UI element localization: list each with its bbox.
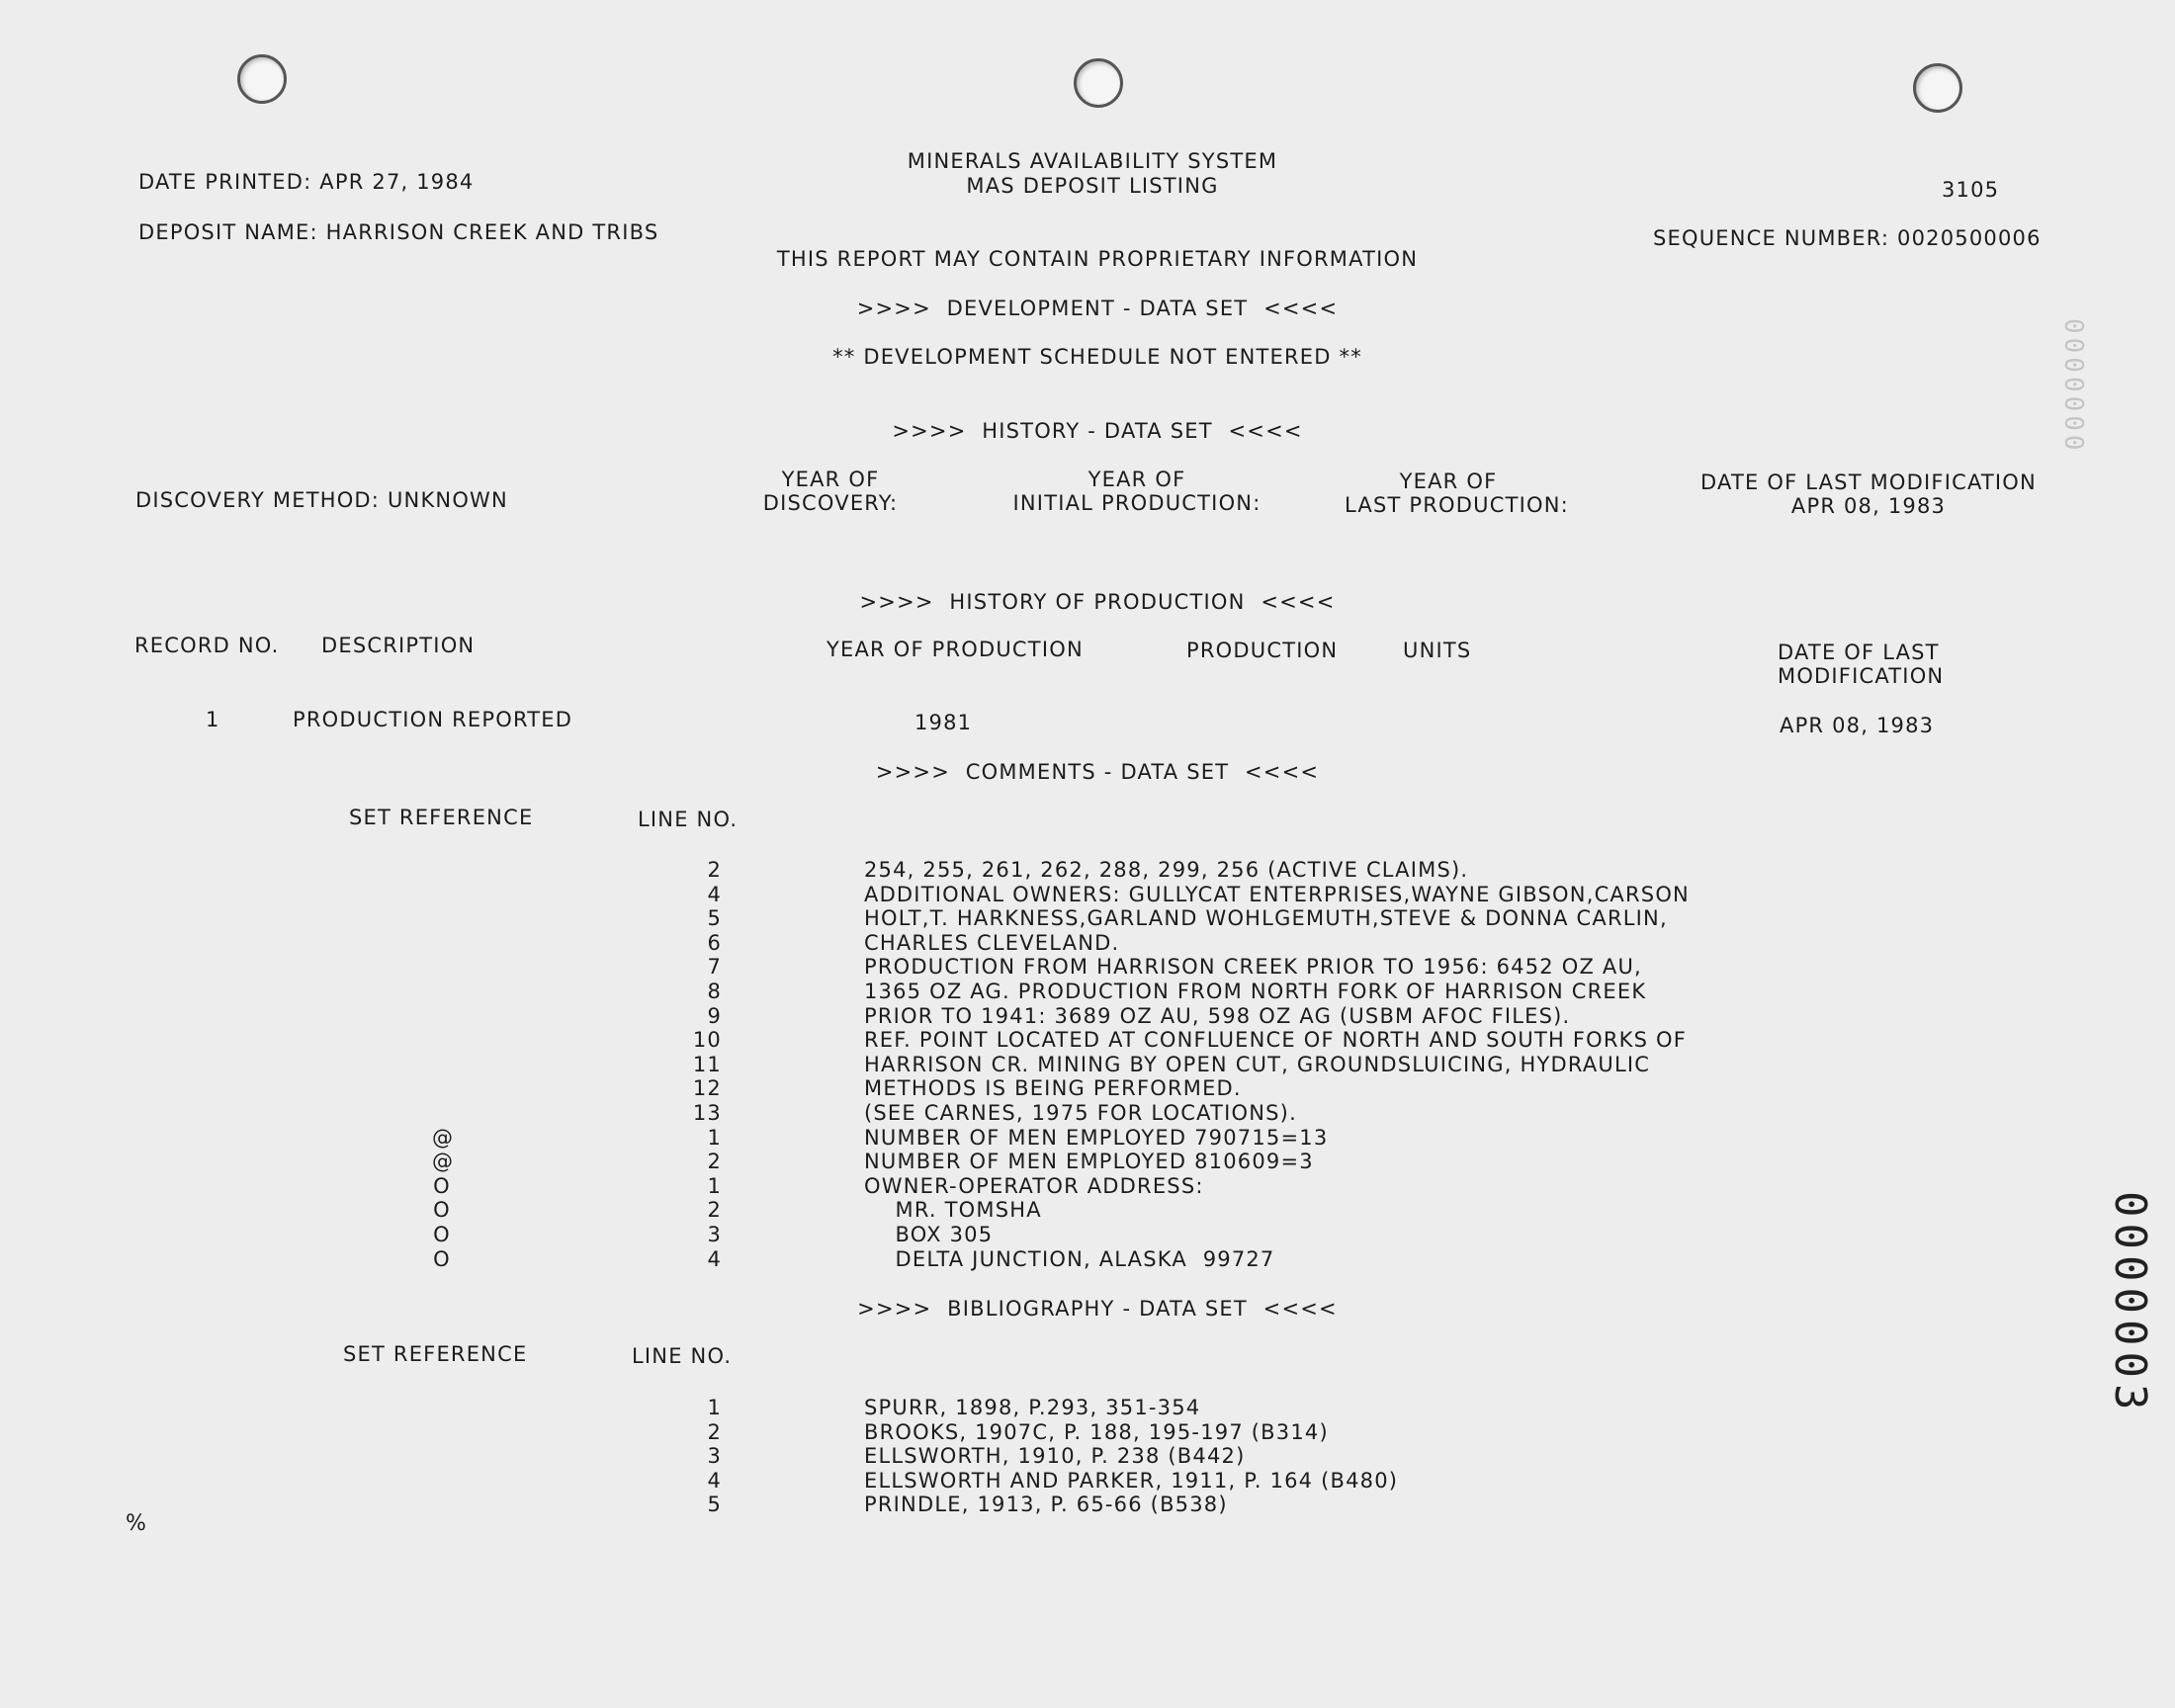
bibliography-col-line-no: LINE NO. (632, 1344, 733, 1368)
line-text: NUMBER OF MEN EMPLOYED 810609=3 (864, 1150, 1314, 1174)
line-number: 3 (707, 1444, 722, 1469)
faint-bleed-through-stamp: 0000000 (2058, 318, 2088, 455)
col-date-of-last-modification: DATE OF LAST MODIFICATION (1778, 640, 1945, 688)
bibliography-heading: >>>> BIBLIOGRAPHY - DATA SET <<<< (857, 1297, 1338, 1321)
production-date-modified: APR 08, 1983 (1780, 714, 1935, 737)
percent-mark: % (126, 1511, 148, 1536)
line-text: DELTA JUNCTION, ALASKA 99727 (864, 1246, 1275, 1271)
comments-heading: >>>> COMMENTS - DATA SET <<<< (875, 760, 1320, 784)
line-number: 6 (707, 930, 722, 955)
set-reference-value: O (433, 1223, 451, 1246)
line-text: (SEE CARNES, 1975 FOR LOCATIONS). (864, 1101, 1297, 1125)
history-heading: >>>> HISTORY - DATA SET <<<< (892, 419, 1303, 443)
line-number: 4 (707, 882, 722, 906)
col-year-of-production: YEAR OF PRODUCTION (826, 638, 1084, 661)
line-number: 2 (707, 1150, 722, 1174)
punch-hole-right (1913, 63, 1962, 113)
line-number: 10 (692, 1028, 722, 1053)
comments-col-set-reference: SET REFERENCE (349, 806, 534, 829)
line-text: 254, 255, 261, 262, 288, 299, 256 (ACTIVE CLAIMS). (864, 858, 1469, 882)
list-item (0, 1126, 1878, 1151)
line-number: 1 (707, 1125, 722, 1150)
line-number: 1 (707, 1173, 722, 1198)
list-item (0, 1101, 1878, 1126)
development-heading: >>>> DEVELOPMENT - DATA SET <<<< (856, 297, 1339, 320)
line-number: 1 (707, 1396, 722, 1419)
sequence-number: SEQUENCE NUMBER: 0020500006 (1653, 226, 2042, 250)
year-of-last-production-label: YEAR OF LAST PRODUCTION: (1345, 470, 1569, 517)
line-number: 4 (707, 1468, 722, 1493)
line-number: 2 (707, 1198, 722, 1223)
line-text: HOLT,T. HARKNESS,GARLAND WOHLGEMUTH,STEVE & DONNA CARLIN, (864, 906, 1668, 931)
production-description: PRODUCTION REPORTED (293, 708, 573, 731)
line-text: BOX 305 (864, 1223, 994, 1246)
col-record-no: RECORD NO. (134, 634, 280, 657)
history-of-production-heading: >>>> HISTORY OF PRODUCTION <<<< (859, 590, 1336, 614)
line-number: 12 (692, 1076, 722, 1101)
page-number: 3105 (1942, 178, 2000, 202)
date-printed: DATE PRINTED: APR 27, 1984 (138, 170, 475, 194)
punch-hole-left (237, 54, 287, 104)
date-of-last-modification: DATE OF LAST MODIFICATION APR 08, 1983 (1700, 470, 2037, 518)
line-number: 3 (707, 1223, 722, 1246)
line-text: PRIOR TO 1941: 3689 OZ AU, 598 OZ AG (USBM AFOC FILES). (864, 1003, 1571, 1028)
line-number: 4 (707, 1246, 722, 1271)
list-item (0, 883, 1878, 907)
line-number: 13 (692, 1101, 722, 1125)
list-item (0, 858, 1878, 883)
listing-title: MAS DEPOSIT LISTING (966, 174, 1219, 198)
proprietary-notice: THIS REPORT MAY CONTAIN PROPRIETARY INFORMATION (776, 247, 1419, 271)
list-item (0, 1076, 1878, 1101)
list-item (0, 1444, 1878, 1469)
line-number: 7 (707, 955, 722, 980)
frame-number-stamp: 0000003 (2105, 1191, 2155, 1416)
list-item (0, 1028, 1878, 1053)
col-units: UNITS (1403, 639, 1472, 662)
year-of-discovery-label: YEAR OF DISCOVERY: (762, 468, 899, 515)
list-item (0, 1198, 1878, 1223)
discovery-method: DISCOVERY METHOD: UNKNOWN (135, 488, 508, 512)
list-item (0, 1396, 1878, 1420)
line-text: 1365 OZ AG. PRODUCTION FROM NORTH FORK OF HARRISON CREEK (864, 980, 1647, 1003)
list-item (0, 1174, 1878, 1199)
year-of-initial-production-label: YEAR OF INITIAL PRODUCTION: (1012, 468, 1262, 515)
set-reference-value: O (433, 1173, 451, 1198)
list-item (0, 1493, 1878, 1517)
line-text: ELLSWORTH, 1910, P. 238 (B442) (864, 1444, 1246, 1469)
list-item (0, 1150, 1878, 1174)
punch-hole-center (1074, 58, 1123, 108)
line-number: 2 (707, 1419, 722, 1444)
line-text: HARRISON CR. MINING BY OPEN CUT, GROUNDSLUICING, HYDRAULIC (864, 1052, 1651, 1076)
list-item (0, 1420, 1878, 1445)
line-text: NUMBER OF MEN EMPLOYED 790715=13 (864, 1125, 1329, 1150)
line-text: METHODS IS BEING PERFORMED. (864, 1076, 1242, 1101)
set-reference-value: @ (432, 1150, 455, 1174)
system-title: MINERALS AVAILABILITY SYSTEM (907, 149, 1278, 173)
list-item (0, 1247, 1878, 1272)
line-text: OWNER-OPERATOR ADDRESS: (864, 1173, 1204, 1198)
line-number: 9 (707, 1003, 722, 1028)
line-number: 8 (707, 980, 722, 1003)
col-description: DESCRIPTION (321, 634, 476, 657)
list-item (0, 980, 1878, 1004)
bibliography-col-set-reference: SET REFERENCE (343, 1342, 528, 1366)
line-number: 2 (707, 858, 722, 882)
line-text: CHARLES CLEVELAND. (864, 930, 1120, 955)
set-reference-value: @ (432, 1125, 455, 1150)
line-text: MR. TOMSHA (864, 1198, 1042, 1223)
comments-col-line-no: LINE NO. (638, 808, 739, 831)
list-item (0, 931, 1878, 956)
production-year: 1981 (914, 711, 973, 734)
line-text: REF. POINT LOCATED AT CONFLUENCE OF NORTH AND SOUTH FORKS OF (864, 1028, 1688, 1053)
set-reference-value: O (433, 1246, 451, 1271)
line-text: PRINDLE, 1913, P. 65-66 (B538) (864, 1493, 1228, 1517)
line-text: PRODUCTION FROM HARRISON CREEK PRIOR TO 1956: 6452 OZ AU, (864, 955, 1642, 980)
line-number: 5 (707, 1493, 722, 1517)
list-item (0, 955, 1878, 980)
line-text: SPURR, 1898, P.293, 351-354 (864, 1396, 1201, 1419)
line-text: ADDITIONAL OWNERS: GULLYCAT ENTERPRISES,WAYNE GIBSON,CARSON (864, 882, 1690, 906)
col-production: PRODUCTION (1186, 639, 1339, 662)
list-item (0, 906, 1878, 931)
line-number: 5 (707, 906, 722, 931)
list-item (0, 1469, 1878, 1494)
line-number: 11 (692, 1052, 722, 1076)
list-item (0, 1004, 1878, 1029)
list-item (0, 1223, 1878, 1247)
line-text: ELLSWORTH AND PARKER, 1911, P. 164 (B480) (864, 1468, 1399, 1493)
production-record-no: 1 (206, 708, 220, 731)
development-note: ** DEVELOPMENT SCHEDULE NOT ENTERED ** (832, 345, 1362, 369)
deposit-name: DEPOSIT NAME: HARRISON CREEK AND TRIBS (138, 220, 659, 244)
line-text: BROOKS, 1907C, P. 188, 195-197 (B314) (864, 1419, 1329, 1444)
list-item (0, 1053, 1878, 1077)
set-reference-value: O (433, 1198, 451, 1223)
